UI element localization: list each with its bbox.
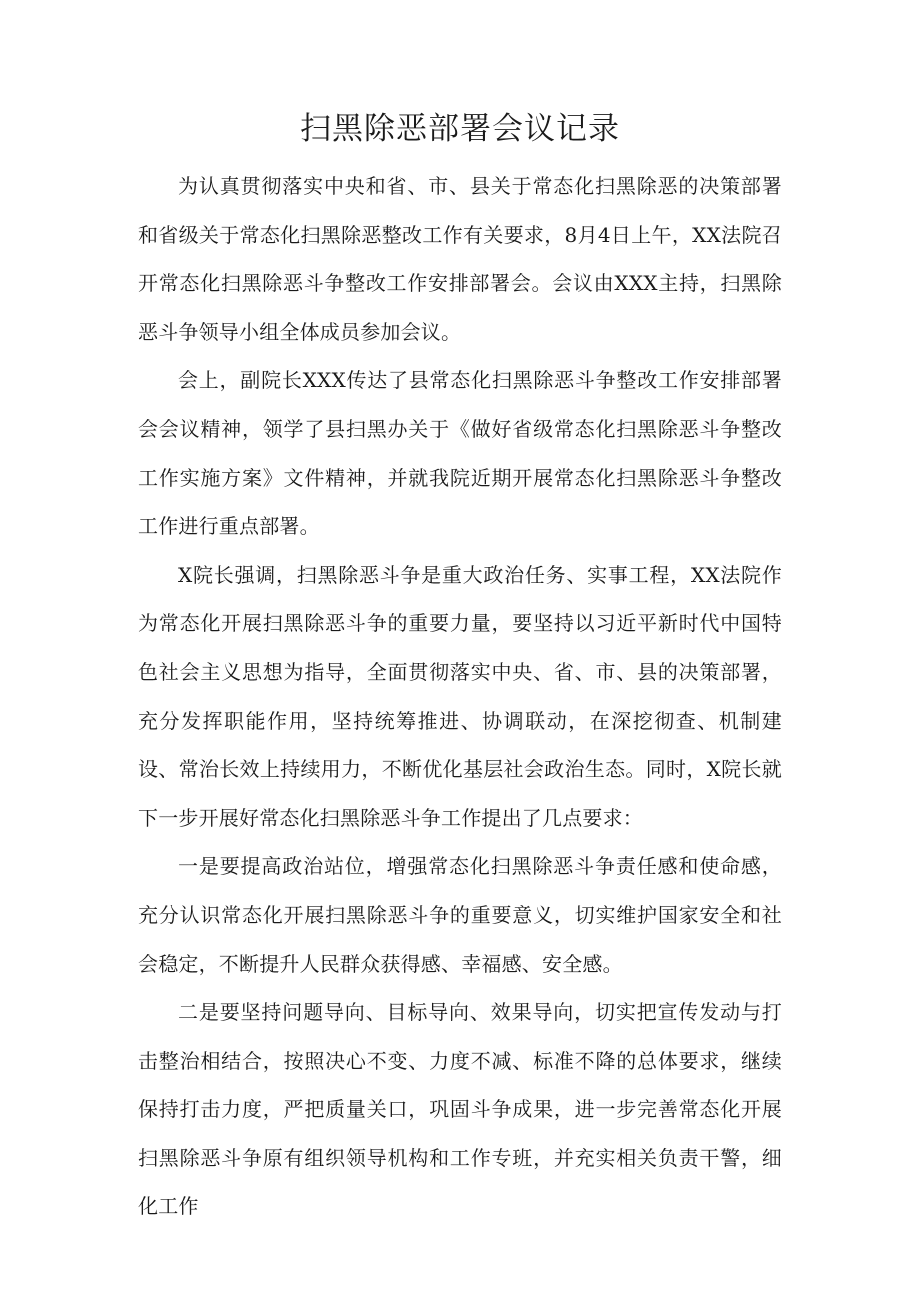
- paragraph-requirement-1: 一是要提高政治站位，增强常态化扫黑除恶斗争责任感和使命感，充分认识常态化开展扫黑除恶斗争的重要意义，切实维护国家安全和社会稳定，不断提升人民群众获得感、幸福感、安全感。: [138, 854, 782, 976]
- paragraph-intro: 为认真贯彻落实中央和省、市、县关于常态化扫黑除恶的决策部署和省级关于常态化扫黑除恶整改工作有关要求，8月4日上午，XX法院召开常态化扫黑除恶斗争整改工作安排部署会。会议由XXX主持，扫黑除恶斗争领导小组全体成员参加会议。: [138, 174, 782, 344]
- paragraph-president-emphasis: X院长强调，扫黑除恶斗争是重大政治任务、实事工程，XX法院作为常态化开展扫黑除恶斗争的重要力量，要坚持以习近平新时代中国特色社会主义思想为指导，全面贯彻落实中央、省、市、县的决策部署，充分发挥职能作用，坚持统筹推进、协调联动，在深挖彻查、机制建设、常治长效上持续用力，不断优化基层社会政治生态。同时，X院长就下一步开展好常态化扫黑除恶斗争工作提出了几点要求：: [138, 562, 782, 830]
- document-body: [138, 162, 782, 1231]
- paragraph-meeting-content: 会上，副院长XXX传达了县常态化扫黑除恶斗争整改工作安排部署会会议精神，领学了县扫黑办关于《做好省级常态化扫黑除恶斗争整改工作实施方案》文件精神，并就我院近期开展常态化扫黑除恶斗争整改工作进行重点部署。: [138, 368, 782, 539]
- document-title: 扫黑除恶部署会议记录: [300, 111, 620, 147]
- paragraph-requirement-2: 二是要坚持问题导向、目标导向、效果导向，切实把宣传发动与打击整治相结合，按照决心不变、力度不减、标准不降的总体要求，继续保持打击力度，严把质量关口，巩固斗争成果，进一步完善常态化开展扫黑除恶斗争原有组织领导机构和工作专班，并充实相关负责干警，细化工作: [138, 1000, 782, 1219]
